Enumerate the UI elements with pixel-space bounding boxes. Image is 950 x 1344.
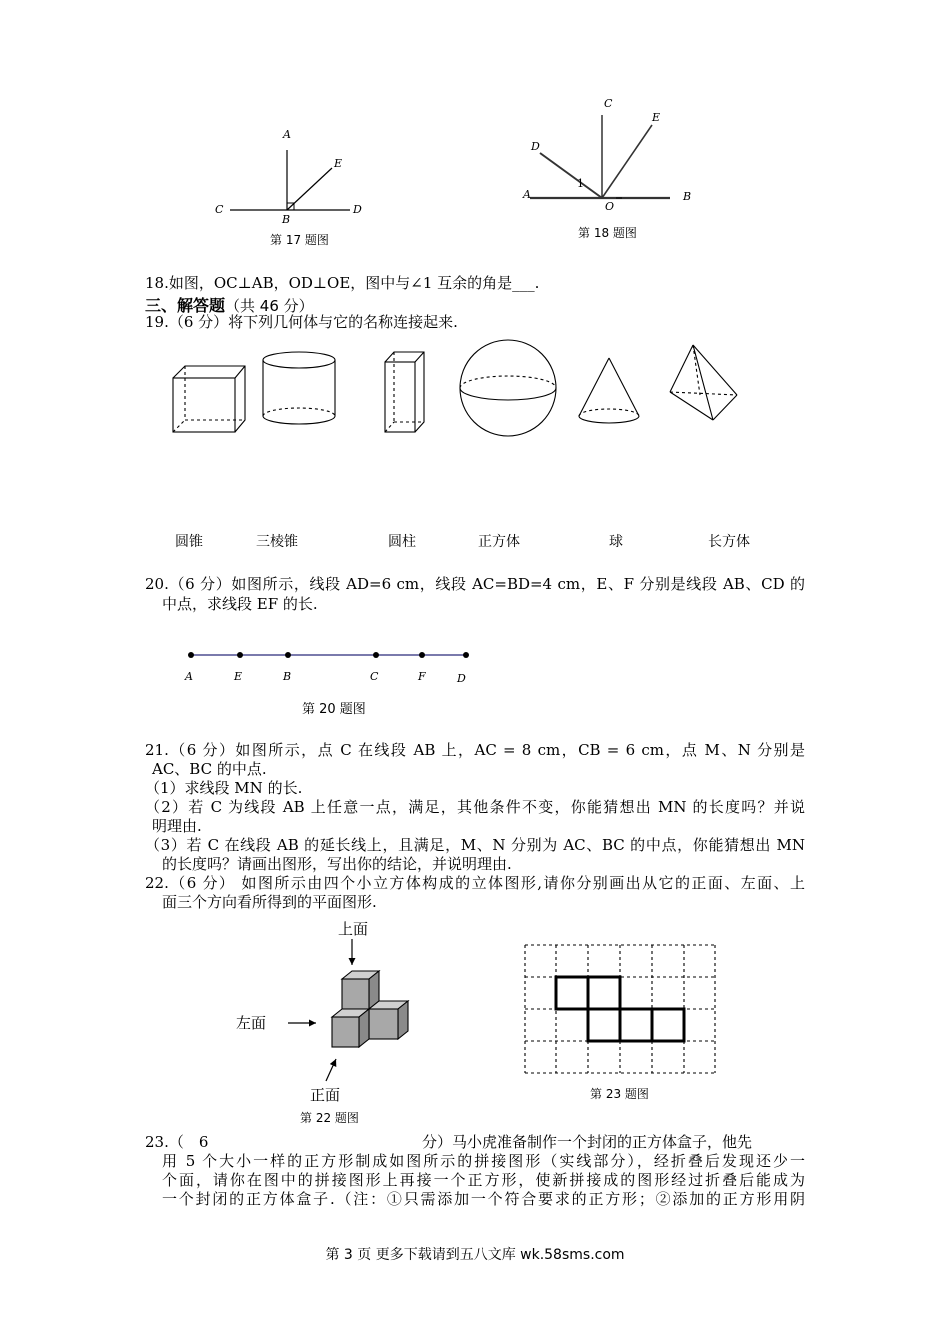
question-21-part2b: 明理由. <box>152 817 202 835</box>
question-21-line1: 21.（6 分）如图所示，点 C 在线段 AB 上，AC = 8 cm，CB = 6 cm，点 M、N 分别是 <box>145 741 805 759</box>
name-cuboid: 长方体 <box>708 534 750 550</box>
name-triangular-pyramid: 三棱锥 <box>256 534 298 550</box>
fig18-angle-1: 1 <box>577 177 584 190</box>
solid-shapes <box>165 340 765 440</box>
name-cylinder: 圆柱 <box>388 534 416 550</box>
fig17-label-a: A <box>283 128 291 141</box>
question-20-line1: 20.（6 分）如图所示，线段 AD=6 cm，线段 AC=BD=4 cm，E、F 分别是线段 AB、CD 的 <box>145 575 805 593</box>
fig17-label-e: E <box>334 157 343 170</box>
name-cone: 圆锥 <box>175 534 203 550</box>
fig20-label-e: E <box>234 670 243 683</box>
question-23-line3: 个面，请你在图中的拼接图形上再接一个正方形，使新拼接成的图形经过折叠后能成为 <box>162 1171 805 1189</box>
fig20-label-d: D <box>457 672 466 685</box>
sphere-shape <box>460 340 556 436</box>
cube-shape <box>173 366 245 432</box>
question-23-line4: 一个封闭的正方体盒子.（注：①只需添加一个符合要求的正方形；②添加的正方形用阴 <box>162 1190 805 1208</box>
fig17-label-b: B <box>282 213 291 226</box>
question-21-part3b: 的长度吗？请画出图形，写出你的结论，并说明理由. <box>162 855 512 873</box>
figure-18 <box>520 95 700 215</box>
fig20-label-b: B <box>283 670 292 683</box>
fig18-label-a: A <box>523 188 531 201</box>
figure-20-segment <box>180 645 480 685</box>
question-21-line2: AC、BC 的中点. <box>152 760 267 778</box>
cylinder-shape <box>263 352 335 424</box>
fig20-label-c: C <box>370 670 379 683</box>
page-footer: 第 3 页 更多下载请到五八文库 wk.58sms.com <box>325 1247 625 1263</box>
figure-22-cubes <box>280 935 420 1085</box>
question-20-line2: 中点，求线段 EF 的长. <box>162 595 318 613</box>
fig18-label-d: D <box>531 140 540 153</box>
name-cube: 正方体 <box>478 534 520 550</box>
question-21-part1: （1）求线段 MN 的长. <box>145 779 303 797</box>
fig17-label-c: C <box>215 203 224 216</box>
fig20-caption: 第 20 题图 <box>302 702 366 717</box>
question-23-line1a: 23.（ 6 <box>145 1133 209 1151</box>
figure-23-grid <box>520 942 720 1082</box>
fig23-caption: 第 23 题图 <box>590 1087 649 1101</box>
question-18: 18.如图，OC⊥AB，OD⊥OE，图中与∠1 互余的角是___. <box>145 274 540 292</box>
fig18-label-c: C <box>604 97 613 110</box>
fig18-caption: 第 18 题图 <box>578 226 637 240</box>
fig22-caption: 第 22 题图 <box>300 1111 359 1125</box>
question-19: 19.（6 分）将下列几何体与它的名称连接起来. <box>145 313 458 331</box>
section-title: 三、解答题 <box>145 296 226 315</box>
fig17-caption: 第 17 题图 <box>270 233 329 247</box>
question-21-part3a: （3）若 C 在线段 AB 的延长线上，且满足，M、N 分别为 AC、BC 的中点，你能猜想出 MN <box>145 836 805 854</box>
section-score: （共 46 分） <box>225 297 314 315</box>
fig18-label-o: O <box>605 200 615 213</box>
fig17-label-d: D <box>353 203 362 216</box>
name-sphere: 球 <box>609 534 623 550</box>
question-23-line2: 用 5 个大小一样的正方形制成如图所示的拼接图形（实线部分），经折叠后发现还少一 <box>162 1152 805 1170</box>
question-22-line1: 22.（6 分） 如图所示由四个小立方体构成的立体图形,请你分别画出从它的正面、左面、上 <box>145 874 805 892</box>
fig22-top-label: 上面 <box>338 920 369 938</box>
fig20-label-f: F <box>418 670 426 683</box>
question-23-line1b: 分）马小虎准备制作一个封闭的正方体盒子，他先 <box>422 1133 753 1151</box>
fig20-label-a: A <box>185 670 193 683</box>
cone-shape <box>579 358 639 423</box>
question-22-line2: 面三个方向看所得到的平面图形. <box>162 893 377 911</box>
fig18-label-e: E <box>652 111 661 124</box>
question-21-part2a: （2）若 C 为线段 AB 上任意一点，满足，其他条件不变，你能猜想出 MN 的长度吗？并说 <box>145 798 805 816</box>
fig22-front-label: 正面 <box>310 1086 341 1104</box>
cuboid-shape <box>385 352 424 432</box>
pyramid-shape <box>670 345 737 420</box>
fig22-left-label: 左面 <box>236 1014 267 1032</box>
fig18-label-b: B <box>683 190 692 203</box>
